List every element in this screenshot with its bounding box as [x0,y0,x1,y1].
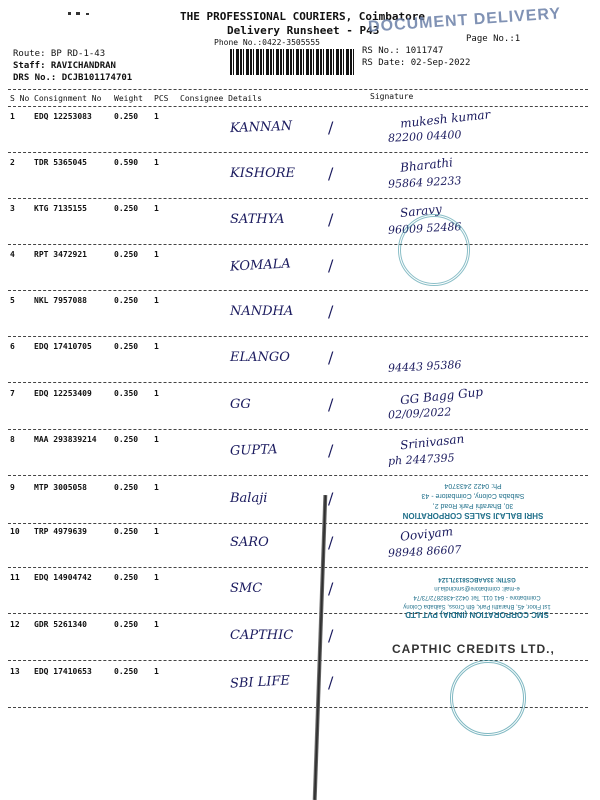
tick-mark: / [328,626,334,645]
col-sno: S No [10,94,30,103]
row-signature: Bharathi [399,155,454,175]
row-consignee-name: SMC [230,581,263,596]
row-consignment: TDR 5365045 [34,158,87,167]
row-consignment: EDQ 17410653 [34,667,92,676]
tick-mark: / [328,210,334,229]
scan-marks [6,12,66,18]
row-sno: 1 [10,112,15,121]
sri-balaji-line-4: Ph: 0422 2433704 [444,482,502,489]
row-consignee-name: KANNAN [229,118,293,137]
row-consignment: NKL 7957088 [34,296,87,305]
phone-number: Phone No.:0422-3505555 [214,38,320,47]
row-divider [8,382,588,383]
row-consignee-name: ELANGO [230,350,290,365]
col-weight: Weight [114,94,143,103]
rs-date: RS Date: 02-Sep-2022 [362,58,471,68]
row-consignee-name: SBI LIFE [229,673,291,692]
smc-line-3: Coimbatore - 641 011. Tel: 0422-4382872/73/74 [413,594,541,600]
row-weight: 0.250 [114,435,139,444]
drs-number: DRS No.: DCJB101174701 [13,73,133,83]
row-divider [8,567,588,568]
row-weight: 0.250 [114,250,139,259]
col-consignee: Consignee Details [180,94,262,103]
barcode [230,49,354,75]
row-signature: GG Bagg Gup [399,384,484,408]
row-sno: 13 [10,667,20,676]
header-top-rule [8,89,588,90]
row-consignment: TRP 4979639 [34,527,87,536]
row-consignee-name: CAPTHIC [230,628,294,643]
col-pcs: PCS [154,94,169,103]
row-consignee-name: KOMALA [229,256,292,275]
row-consignee-name: GUPTA [229,442,278,459]
smc-line-2: 1st Floor, 45, Bharathi Park, 6th Cross, Saibaba Colony [403,603,551,609]
route-label: Route: BP RD-1-43 [13,49,106,59]
sri-balaji-stamp [378,480,568,520]
row-weight: 0.590 [114,158,139,167]
tick-mark: / [328,489,334,508]
row-signature-phone: 82200 04400 [387,128,462,145]
tick-mark: / [328,164,334,183]
row-divider [8,475,588,476]
tick-mark: / [328,673,334,692]
row-signature: Srinivasan [399,431,465,453]
row-pcs: 1 [154,250,159,259]
row-sno: 7 [10,389,15,398]
row-divider [8,429,588,430]
staff-label: Staff: RAVICHANDRAN [13,61,116,71]
tick-mark: / [328,579,334,598]
row-pcs: 1 [154,158,159,167]
tick-mark: / [328,395,334,414]
row-consignee-name: SARO [230,535,269,550]
row-consignment: EDQ 12253083 [34,112,92,121]
row-sno: 12 [10,620,20,629]
row-sno: 3 [10,204,15,213]
row-consignment: RPT 3472921 [34,250,87,259]
row-weight: 0.250 [114,112,139,121]
row-weight: 0.250 [114,667,139,676]
row-sno: 10 [10,527,20,536]
row-consignment: EDQ 17410705 [34,342,92,351]
page-number: Page No.:1 [466,34,521,44]
rs-number: RS No.: 1011747 [362,46,444,56]
row-divider [8,660,588,661]
document-delivery-stamp: DOCUMENT DELIVERY [367,5,562,36]
row-signature: Saravy [399,201,443,221]
row-signature-phone: 96009 52486 [387,220,462,237]
row-consignee-name: NANDHA [230,304,294,319]
row-signature-phone: 98948 86607 [387,543,462,560]
row-pcs: 1 [154,527,159,536]
row-signature: mukesh kumar [399,107,491,131]
smc-line-4: e-mail: coimbatore@smcindia.in [434,585,520,591]
row-consignee-name: SATHYA [230,212,285,227]
row-sno: 2 [10,158,15,167]
row-sno: 6 [10,342,15,351]
row-consignment: MTP 3005058 [34,483,87,492]
row-signature-phone: 95864 92233 [387,174,462,191]
smc-line-5: GSTIN: 33AABCS8137L1Z4 [438,576,516,582]
row-pcs: 1 [154,342,159,351]
tick-mark: / [328,348,334,367]
row-sno: 9 [10,483,15,492]
smc-line-1: SMC CORPORATION (INDIA) PVT LTD [405,610,549,619]
col-consignment: Consignment No [34,94,102,103]
tick-mark: / [328,256,334,275]
row-pcs: 1 [154,204,159,213]
row-pcs: 1 [154,620,159,629]
row-consignment: EDQ 12253409 [34,389,92,398]
header-bottom-rule [8,106,588,107]
row-weight: 0.250 [114,342,139,351]
tick-mark: / [328,302,334,321]
round-stamp-2 [450,660,526,736]
row-pcs: 1 [154,435,159,444]
row-sno: 11 [10,573,20,582]
row-consignment: MAA 293839214 [34,435,97,444]
row-divider [8,198,588,199]
row-weight: 0.250 [114,296,139,305]
tick-mark: / [328,533,334,552]
row-signature-phone: ph 2447395 [387,451,455,468]
row-divider [8,523,588,524]
row-signature-phone: 02/09/2022 [387,405,452,422]
smc-stamp [372,574,582,619]
row-weight: 0.250 [114,573,139,582]
col-signature: Signature [370,92,414,101]
row-pcs: 1 [154,483,159,492]
row-consignee-name: Balaji [230,491,268,506]
row-consignment: GDR 5261340 [34,620,87,629]
row-sno: 5 [10,296,15,305]
row-pcs: 1 [154,667,159,676]
round-stamp-1 [398,214,470,286]
row-weight: 0.350 [114,389,139,398]
row-signature-phone: 94443 95386 [387,358,462,375]
row-sno: 4 [10,250,15,259]
tick-mark: / [328,441,334,460]
row-consignment: EDQ 14904742 [34,573,92,582]
row-divider [8,244,588,245]
row-sno: 8 [10,435,15,444]
row-weight: 0.250 [114,204,139,213]
row-pcs: 1 [154,112,159,121]
row-consignee-name: KISHORE [230,166,296,181]
row-divider [8,336,588,337]
row-weight: 0.250 [114,620,139,629]
sri-balaji-line-1: SHRI BALAJI SALES CORPORATION [402,511,544,520]
runsheet-title: Delivery Runsheet - P43 [227,24,380,37]
tick-mark: / [328,118,334,137]
row-pcs: 1 [154,296,159,305]
row-divider [8,290,588,291]
row-pcs: 1 [154,573,159,582]
row-pcs: 1 [154,389,159,398]
row-divider [8,152,588,153]
company-name: THE PROFESSIONAL COURIERS, Coimbatore [180,10,426,23]
row-weight: 0.250 [114,483,139,492]
sri-balaji-line-3: Saibaba Colony, Coimbatore - 43 [421,492,525,499]
row-weight: 0.250 [114,527,139,536]
sri-balaji-line-2: 30, Bharathi Park Road 2, [432,502,514,509]
row-consignment: KTG 7135155 [34,204,87,213]
row-consignee-name: GG [230,397,251,412]
row-signature: Ooviyam [399,524,454,544]
capthic-stamp: CAPTHIC CREDITS LTD., [392,642,555,656]
